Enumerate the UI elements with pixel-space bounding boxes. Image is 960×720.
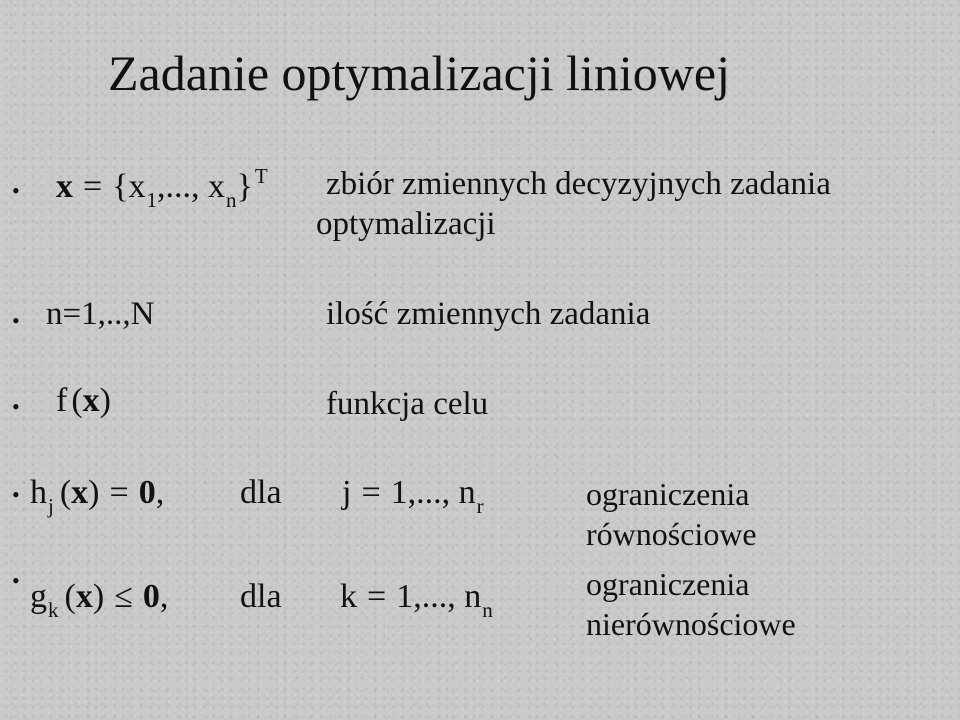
objective-desc: funkcja celu (326, 386, 489, 422)
bullet: • (12, 178, 20, 203)
g-subscript: k (48, 598, 59, 622)
zero-vector: 0 (142, 578, 160, 615)
equals-sign: = (367, 578, 387, 615)
ellipsis: ,..., (157, 168, 209, 205)
h-subscript: j (48, 494, 54, 518)
bullet: • (12, 308, 20, 333)
xn-subscript: n (226, 188, 237, 212)
close-brace: } (236, 168, 253, 205)
variable-count-desc: ilość zmiennych zadania (326, 296, 651, 332)
decision-variables-desc-line1: zbiór zmiennych decyzyjnych zadania (326, 166, 831, 202)
inequality-index-range (340, 578, 493, 623)
open-paren: ( (71, 382, 83, 419)
open-brace: { (112, 168, 129, 205)
range: 1,..., n (390, 474, 476, 511)
j-symbol: j (342, 474, 352, 511)
equality-constraint-formula (30, 474, 164, 519)
open-paren: ( (59, 474, 72, 511)
n-subscript: r (476, 494, 484, 518)
variable-count-formula: n=1,..,N (46, 296, 155, 332)
equality-desc-line2: równościowe (586, 516, 757, 552)
inequality-constraint-formula (30, 578, 168, 623)
decision-variables-formula (56, 164, 268, 213)
decision-variables-desc-line2: optymalizacji (316, 206, 496, 242)
comma: , (159, 578, 169, 615)
h-symbol: h (30, 474, 47, 511)
close-paren: ) (92, 578, 105, 615)
equality-desc-line1: ograniczenia (586, 476, 750, 512)
close-paren: ) (99, 382, 111, 419)
g-symbol: g (30, 578, 47, 615)
close-paren: ) (88, 474, 100, 511)
bullet: • (12, 394, 20, 419)
x1-subscript: 1 (146, 188, 158, 212)
f-symbol: f (56, 382, 68, 419)
inequality-desc-line2: nierównościowe (586, 606, 796, 642)
open-paren: ( (64, 578, 76, 615)
inequality-desc-line1: ograniczenia (586, 566, 750, 602)
slide-title: Zadanie optymalizacji liniowej (108, 45, 730, 101)
less-equal-sign: ≤ (114, 578, 133, 615)
n-subscript: n (482, 598, 493, 622)
k-symbol: k (340, 578, 357, 615)
equals-sign: = (109, 474, 129, 511)
equality-index-range (342, 474, 484, 519)
equals-sign: = (361, 474, 381, 511)
comma: , (155, 474, 165, 511)
bullet: • (12, 568, 20, 593)
dla-label: dla (240, 474, 282, 511)
equals-sign: = (83, 168, 103, 205)
objective-formula (56, 382, 111, 420)
vector-x: x (71, 474, 89, 511)
vector-x: x (82, 382, 100, 419)
xn-symbol: x (208, 168, 226, 205)
transpose-superscript: T (254, 164, 268, 188)
x1-symbol: x (128, 168, 146, 205)
vector-x: x (56, 168, 73, 205)
zero-vector: 0 (138, 474, 156, 511)
range: 1,..., n (396, 578, 482, 615)
bullet: • (12, 482, 20, 507)
vector-x: x (75, 578, 93, 615)
dla-label: dla (240, 578, 282, 615)
